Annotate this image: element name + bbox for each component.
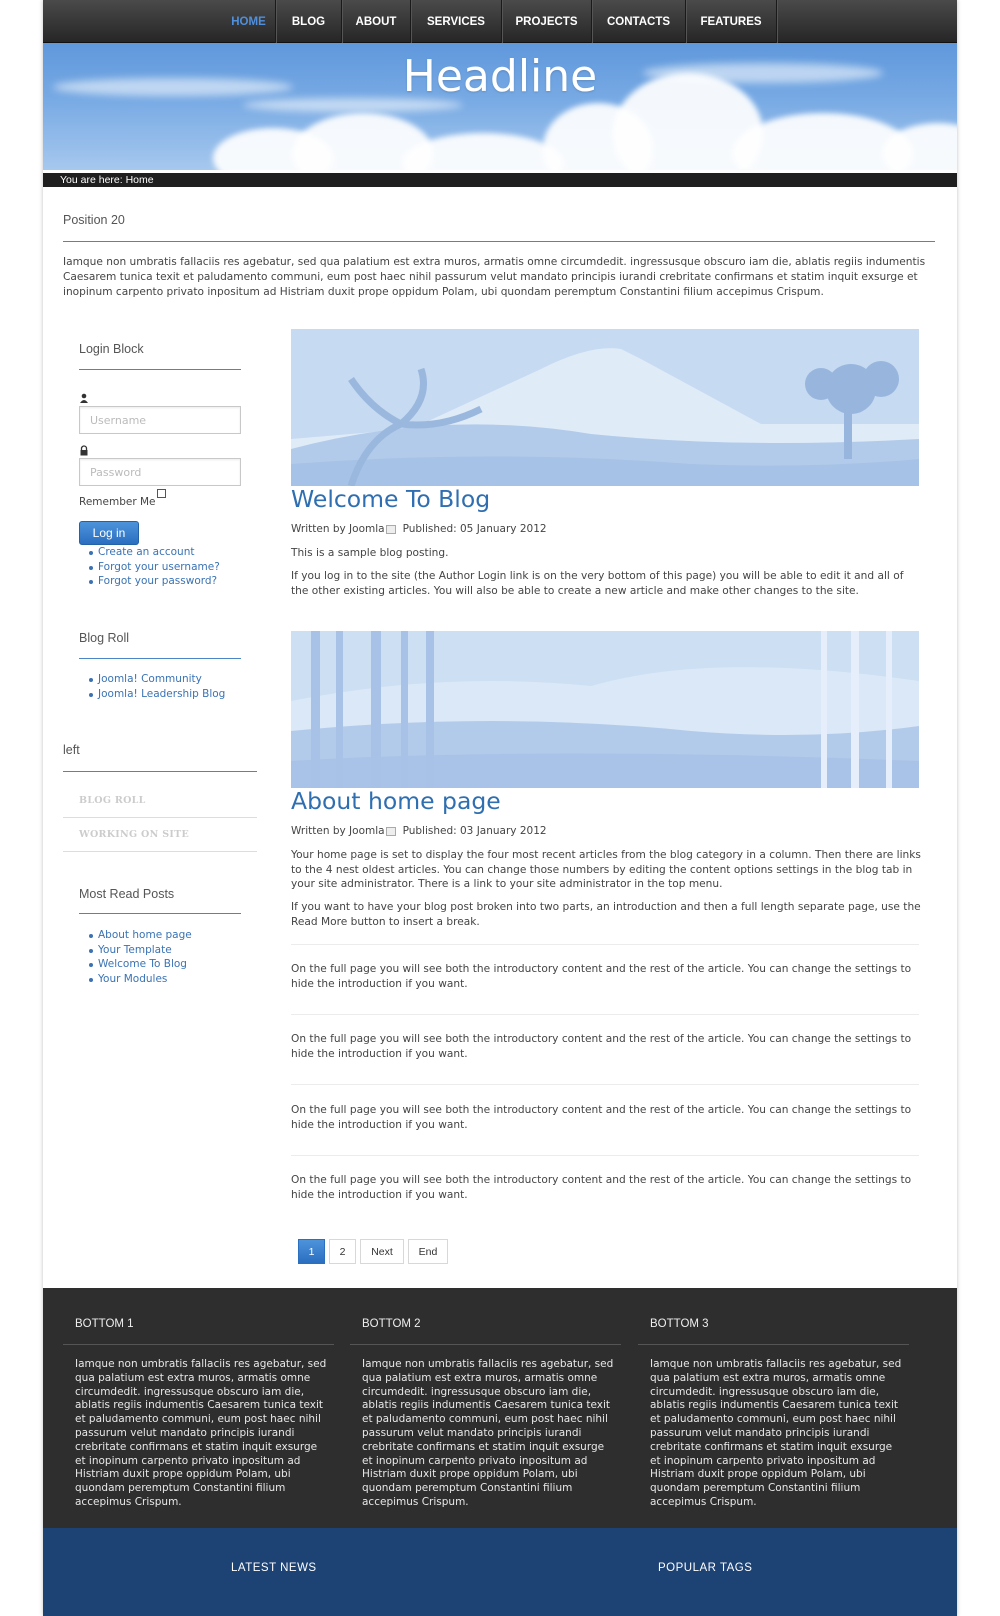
nav-about[interactable]: ABOUT bbox=[342, 0, 411, 43]
most-read-link-modules[interactable]: Your Modules bbox=[79, 972, 192, 987]
most-read-title: Most Read Posts bbox=[79, 887, 175, 901]
breadcrumb: You are here: Home bbox=[43, 170, 957, 187]
latest-news-title: LATEST NEWS bbox=[231, 1562, 317, 1574]
nav-features[interactable]: FEATURES bbox=[686, 0, 777, 43]
header-banner bbox=[43, 43, 957, 170]
article-paragraph: If you want to have your blog post broken into two parts, an introduction and then a full length separate page, use the Read More button to insert a break. bbox=[291, 901, 921, 928]
article-author: Written by Joomla bbox=[291, 825, 385, 837]
calendar-icon bbox=[386, 827, 396, 836]
article-image-mountain bbox=[291, 329, 919, 486]
article-title[interactable]: Welcome To Blog bbox=[291, 485, 491, 513]
lock-icon bbox=[79, 445, 89, 456]
login-links bbox=[79, 545, 220, 589]
nav-contacts[interactable]: CONTACTS bbox=[592, 0, 686, 43]
page-1-button[interactable]: 1 bbox=[298, 1239, 325, 1264]
separator bbox=[291, 1155, 919, 1156]
site-headline: Headline bbox=[402, 51, 598, 102]
calendar-icon bbox=[386, 525, 396, 534]
most-read-link-template[interactable]: Your Template bbox=[79, 943, 192, 958]
forgot-username-link[interactable]: Forgot your username? bbox=[79, 560, 220, 575]
popular-tags-title: POPULAR TAGS bbox=[658, 1562, 753, 1574]
blogroll-title: Blog Roll bbox=[79, 631, 130, 645]
blogroll-divider bbox=[79, 658, 241, 659]
footer-section bbox=[43, 1528, 957, 1616]
page-2-button[interactable]: 2 bbox=[329, 1239, 356, 1264]
pagination bbox=[298, 1239, 452, 1264]
password-input[interactable]: Password bbox=[79, 458, 241, 486]
article-paragraph: If you log in to the site (the Author Login link is on the very bottom of this page) you will be able to edit it and all of the other existing articles. You will also be able to create a new article and make other changes to the site. bbox=[291, 570, 904, 597]
left-menu-title: left bbox=[63, 743, 80, 757]
forgot-password-link[interactable]: Forgot your password? bbox=[79, 574, 220, 589]
position20-title: Position 20 bbox=[63, 213, 125, 227]
create-account-link[interactable]: Create an account bbox=[79, 545, 220, 560]
intro-item: On the full page you will see both the introductory content and the rest of the article. You can change the settings to hide the introduction if you want. bbox=[291, 1174, 912, 1201]
bottom1-title: BOTTOM 1 bbox=[75, 1318, 134, 1330]
separator bbox=[291, 1084, 919, 1085]
blogroll-links bbox=[79, 672, 225, 701]
menu-item-blog-roll[interactable]: BLOG ROLL bbox=[63, 784, 257, 818]
article-published: Published: 05 January 2012 bbox=[402, 523, 547, 535]
remember-me-checkbox[interactable] bbox=[157, 489, 166, 498]
bottom3-title: BOTTOM 3 bbox=[650, 1318, 709, 1330]
article-author: Written by Joomla bbox=[291, 523, 385, 535]
bottom3-text: Iamque non umbratis fallaciis res agebatur, sed qua palatium est extra muros, armatis omne circumdedit. ingressusque obscuro iam die, ablatis regiis indumentis Caesarem tunica texit et paludamento communi, eum post haec nihil passurum velut mandato principis iurandi crebritate confirmans et statim inquit exsurge et inopinum carpento privato inpositum ad Histriam duxit prope oppidum Polam, ubi quondam peremptum Constantini filium accepimus Crispum. bbox=[650, 1358, 902, 1508]
login-block-title: Login Block bbox=[79, 342, 144, 356]
most-read-link-welcome[interactable]: Welcome To Blog bbox=[79, 957, 192, 972]
article-image-bamboo bbox=[291, 631, 919, 788]
page-container bbox=[43, 0, 957, 1616]
remember-me-label: Remember Me bbox=[79, 496, 156, 508]
main-navigation bbox=[43, 0, 957, 43]
next-page-button[interactable]: Next bbox=[360, 1239, 404, 1264]
blogroll-link-leadership[interactable]: Joomla! Leadership Blog bbox=[79, 687, 225, 702]
position20-text: Iamque non umbratis fallaciis res agebatur, sed qua palatium est extra muros, armatis omne circumdedit. ingressusque obscuro iam die, ablatis regiis indumentis Caesarem tunica texit et paludamento communi, eum post haec nihil passurum velut mandato principis iurandi crebritate confirmans et statim inquit exsurge et inopinum carpento privato inpositum ad Histriam duxit prope oppidum Polam, ubi quondam peremptum Constantini filium accepimus Crispum. bbox=[63, 256, 926, 298]
separator bbox=[291, 944, 919, 945]
article-paragraph: Your home page is set to display the four most recent articles from the blog category in a column. Then there are links to the 4 nest oldest articles. You can change those numbers by editing the content options settings in the blog tab in your site administrator. There is a link to your site administrator in the top menu. bbox=[291, 849, 921, 891]
username-input[interactable]: Username bbox=[79, 406, 241, 434]
bottom1-divider bbox=[63, 1344, 334, 1345]
bottom3-divider bbox=[638, 1344, 909, 1345]
intro-item: On the full page you will see both the introductory content and the rest of the article. You can change the settings to hide the introduction if you want. bbox=[291, 963, 912, 990]
article-published: Published: 03 January 2012 bbox=[402, 825, 547, 837]
bottom1-text: Iamque non umbratis fallaciis res agebatur, sed qua palatium est extra muros, armatis omne circumdedit. ingressusque obscuro iam die, ablatis regiis indumentis Caesarem tunica texit et paludamento communi, eum post haec nihil passurum velut mandato principis iurandi crebritate confirmans et statim inquit exsurge et inopinum carpento privato inpositum ad Histriam duxit prope oppidum Polam, ubi quondam peremptum Constantini filium accepimus Crispum. bbox=[75, 1358, 327, 1508]
intro-item: On the full page you will see both the introductory content and the rest of the article. You can change the settings to hide the introduction if you want. bbox=[291, 1033, 912, 1060]
login-button[interactable]: Log in bbox=[79, 521, 139, 545]
bottom-section bbox=[43, 1288, 957, 1528]
left-menu-divider bbox=[63, 771, 257, 772]
end-page-button[interactable]: End bbox=[408, 1239, 448, 1264]
most-read-links bbox=[79, 928, 192, 986]
nav-blog[interactable]: BLOG bbox=[276, 0, 342, 43]
user-icon bbox=[79, 393, 89, 403]
article-paragraph: This is a sample blog posting. bbox=[291, 547, 449, 559]
nav-services[interactable]: SERVICES bbox=[411, 0, 502, 43]
nav-home[interactable]: HOME bbox=[222, 0, 276, 43]
login-block-divider bbox=[79, 369, 241, 370]
menu-item-working-on-site[interactable]: WORKING ON SITE bbox=[63, 818, 257, 852]
bottom2-text: Iamque non umbratis fallaciis res agebatur, sed qua palatium est extra muros, armatis omne circumdedit. ingressusque obscuro iam die, ablatis regiis indumentis Caesarem tunica texit et paludamento communi, eum post haec nihil passurum velut mandato principis iurandi crebritate confirmans et statim inquit exsurge et inopinum carpento privato inpositum ad Histriam duxit prope oppidum Polam, ubi quondam peremptum Constantini filium accepimus Crispum. bbox=[362, 1358, 614, 1508]
most-read-divider bbox=[79, 913, 241, 914]
blogroll-link-community[interactable]: Joomla! Community bbox=[79, 672, 225, 687]
separator bbox=[291, 1014, 919, 1015]
article-meta bbox=[291, 523, 547, 535]
intro-item: On the full page you will see both the introductory content and the rest of the article. You can change the settings to hide the introduction if you want. bbox=[291, 1104, 912, 1131]
bottom2-title: BOTTOM 2 bbox=[362, 1318, 421, 1330]
bottom2-divider bbox=[350, 1344, 621, 1345]
most-read-link-about[interactable]: About home page bbox=[79, 928, 192, 943]
article-meta bbox=[291, 825, 547, 837]
article-title[interactable]: About home page bbox=[291, 787, 501, 815]
position20-divider bbox=[63, 241, 935, 242]
nav-projects[interactable]: PROJECTS bbox=[502, 0, 592, 43]
